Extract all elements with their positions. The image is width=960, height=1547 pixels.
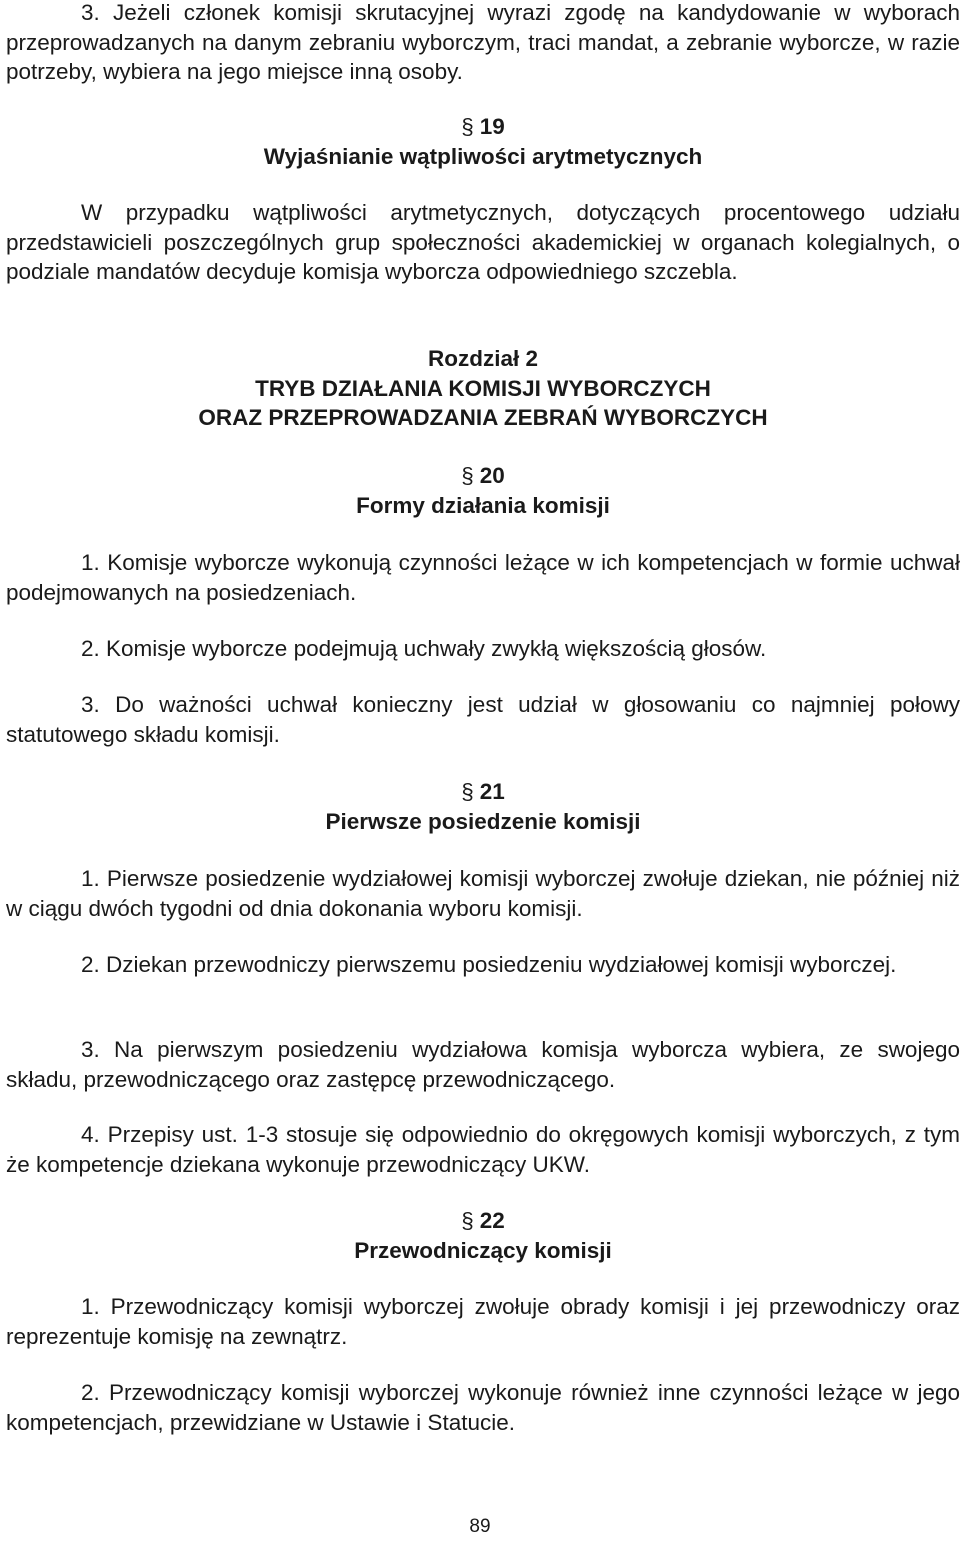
section-19-title: Wyjaśnianie wątpliwości arytmetycznych [263,143,703,169]
page-number: 89 [469,1516,491,1537]
section-19-number: §19 [6,112,960,142]
chapter-heading [6,344,960,433]
section-sign-icon [461,1206,474,1236]
chapter-label: Rozdział 2 [427,346,539,371]
section-22-heading [6,1206,960,1265]
section-20-item-3: 3. Do ważności uchwał konieczny jest udział w głosowaniu co najmniej połowy statutowego składu komisji. [6,692,960,747]
chapter-title-line-1: TRYB DZIAŁANIA KOMISJI WYBORCZYCH [255,375,711,401]
section-20-heading [6,461,960,520]
section-22-number: §22 [6,1206,960,1236]
section-19-heading [6,112,960,171]
section-21-title: Pierwsze posiedzenie komisji [325,808,641,834]
section-20-number: §20 [6,461,960,491]
section-20-item-1: 1. Komisje wyborcze wykonują czynności leżące w ich kompetencjach w formie uchwał podejmowanych na posiedzeniach. [6,550,960,605]
section-22-item-1: 1. Przewodniczący komisji wyborczej zwołuje obrady komisji i jej przewodniczy oraz reprezentuje komisję na zewnątrz. [6,1294,960,1349]
section-21-heading [6,777,960,836]
section-21-item-1: 1. Pierwsze posiedzenie wydziałowej komisji wyborczej zwołuje dziekan, nie później niż w ciągu dwóch tygodni od dnia dokonania wyboru komisji. [6,866,960,921]
section-21-item-3: 3. Na pierwszym posiedzeniu wydziałowa komisja wyborcza wybiera, ze swojego składu, przewodniczącego oraz zastępcę przewodniczącego. [6,1037,960,1092]
section-22-title: Przewodniczący komisji [354,1237,612,1263]
section-20-item-2: 2. Komisje wyborcze podejmują uchwały zwykłą większością głosów. [81,636,767,661]
chapter-title-line-2: ORAZ PRZEPROWADZANIA ZEBRAŃ WYBORCZYCH [198,405,768,430]
section-20-title: Formy działania komisji [356,492,610,518]
section-21-item-4: 4. Przepisy ust. 1-3 stosuje się odpowiednio do okręgowych komisji wyborczych, z tym że kompetencje dziekana wykonuje przewodniczący UKW. [6,1122,960,1177]
section-sign-icon [461,777,474,807]
section-sign-icon [461,112,474,142]
section-19-text: W przypadku wątpliwości arytmetycznych, dotyczących procentowego udziału przedstawicieli poszczególnych grup społeczności akademickiej w organach kolegialnych, o podziale mandatów decyduje komisja wyborcza odpowiedniego szczebla. [6,200,960,284]
section-22-item-2: 2. Przewodniczący komisji wyborczej wykonuje również inne czynności leżące w jego kompetencjach, przewidziane w Ustawie i Statucie. [6,1380,960,1435]
paragraph-18-3: 3. Jeżeli członek komisji skrutacyjnej wyrazi zgodę na kandydowanie w wyborach przeprowadzanych na danym zebraniu wyborczym, traci mandat, a zebranie wyborcze, w razie potrzeby, wybiera na jego miejsce inną osoby. [6,0,960,84]
section-sign-icon [461,461,474,491]
section-21-item-2: 2. Dziekan przewodniczy pierwszemu posiedzeniu wydziałowej komisji wyborczej. [81,952,897,977]
section-21-number: §21 [6,777,960,807]
